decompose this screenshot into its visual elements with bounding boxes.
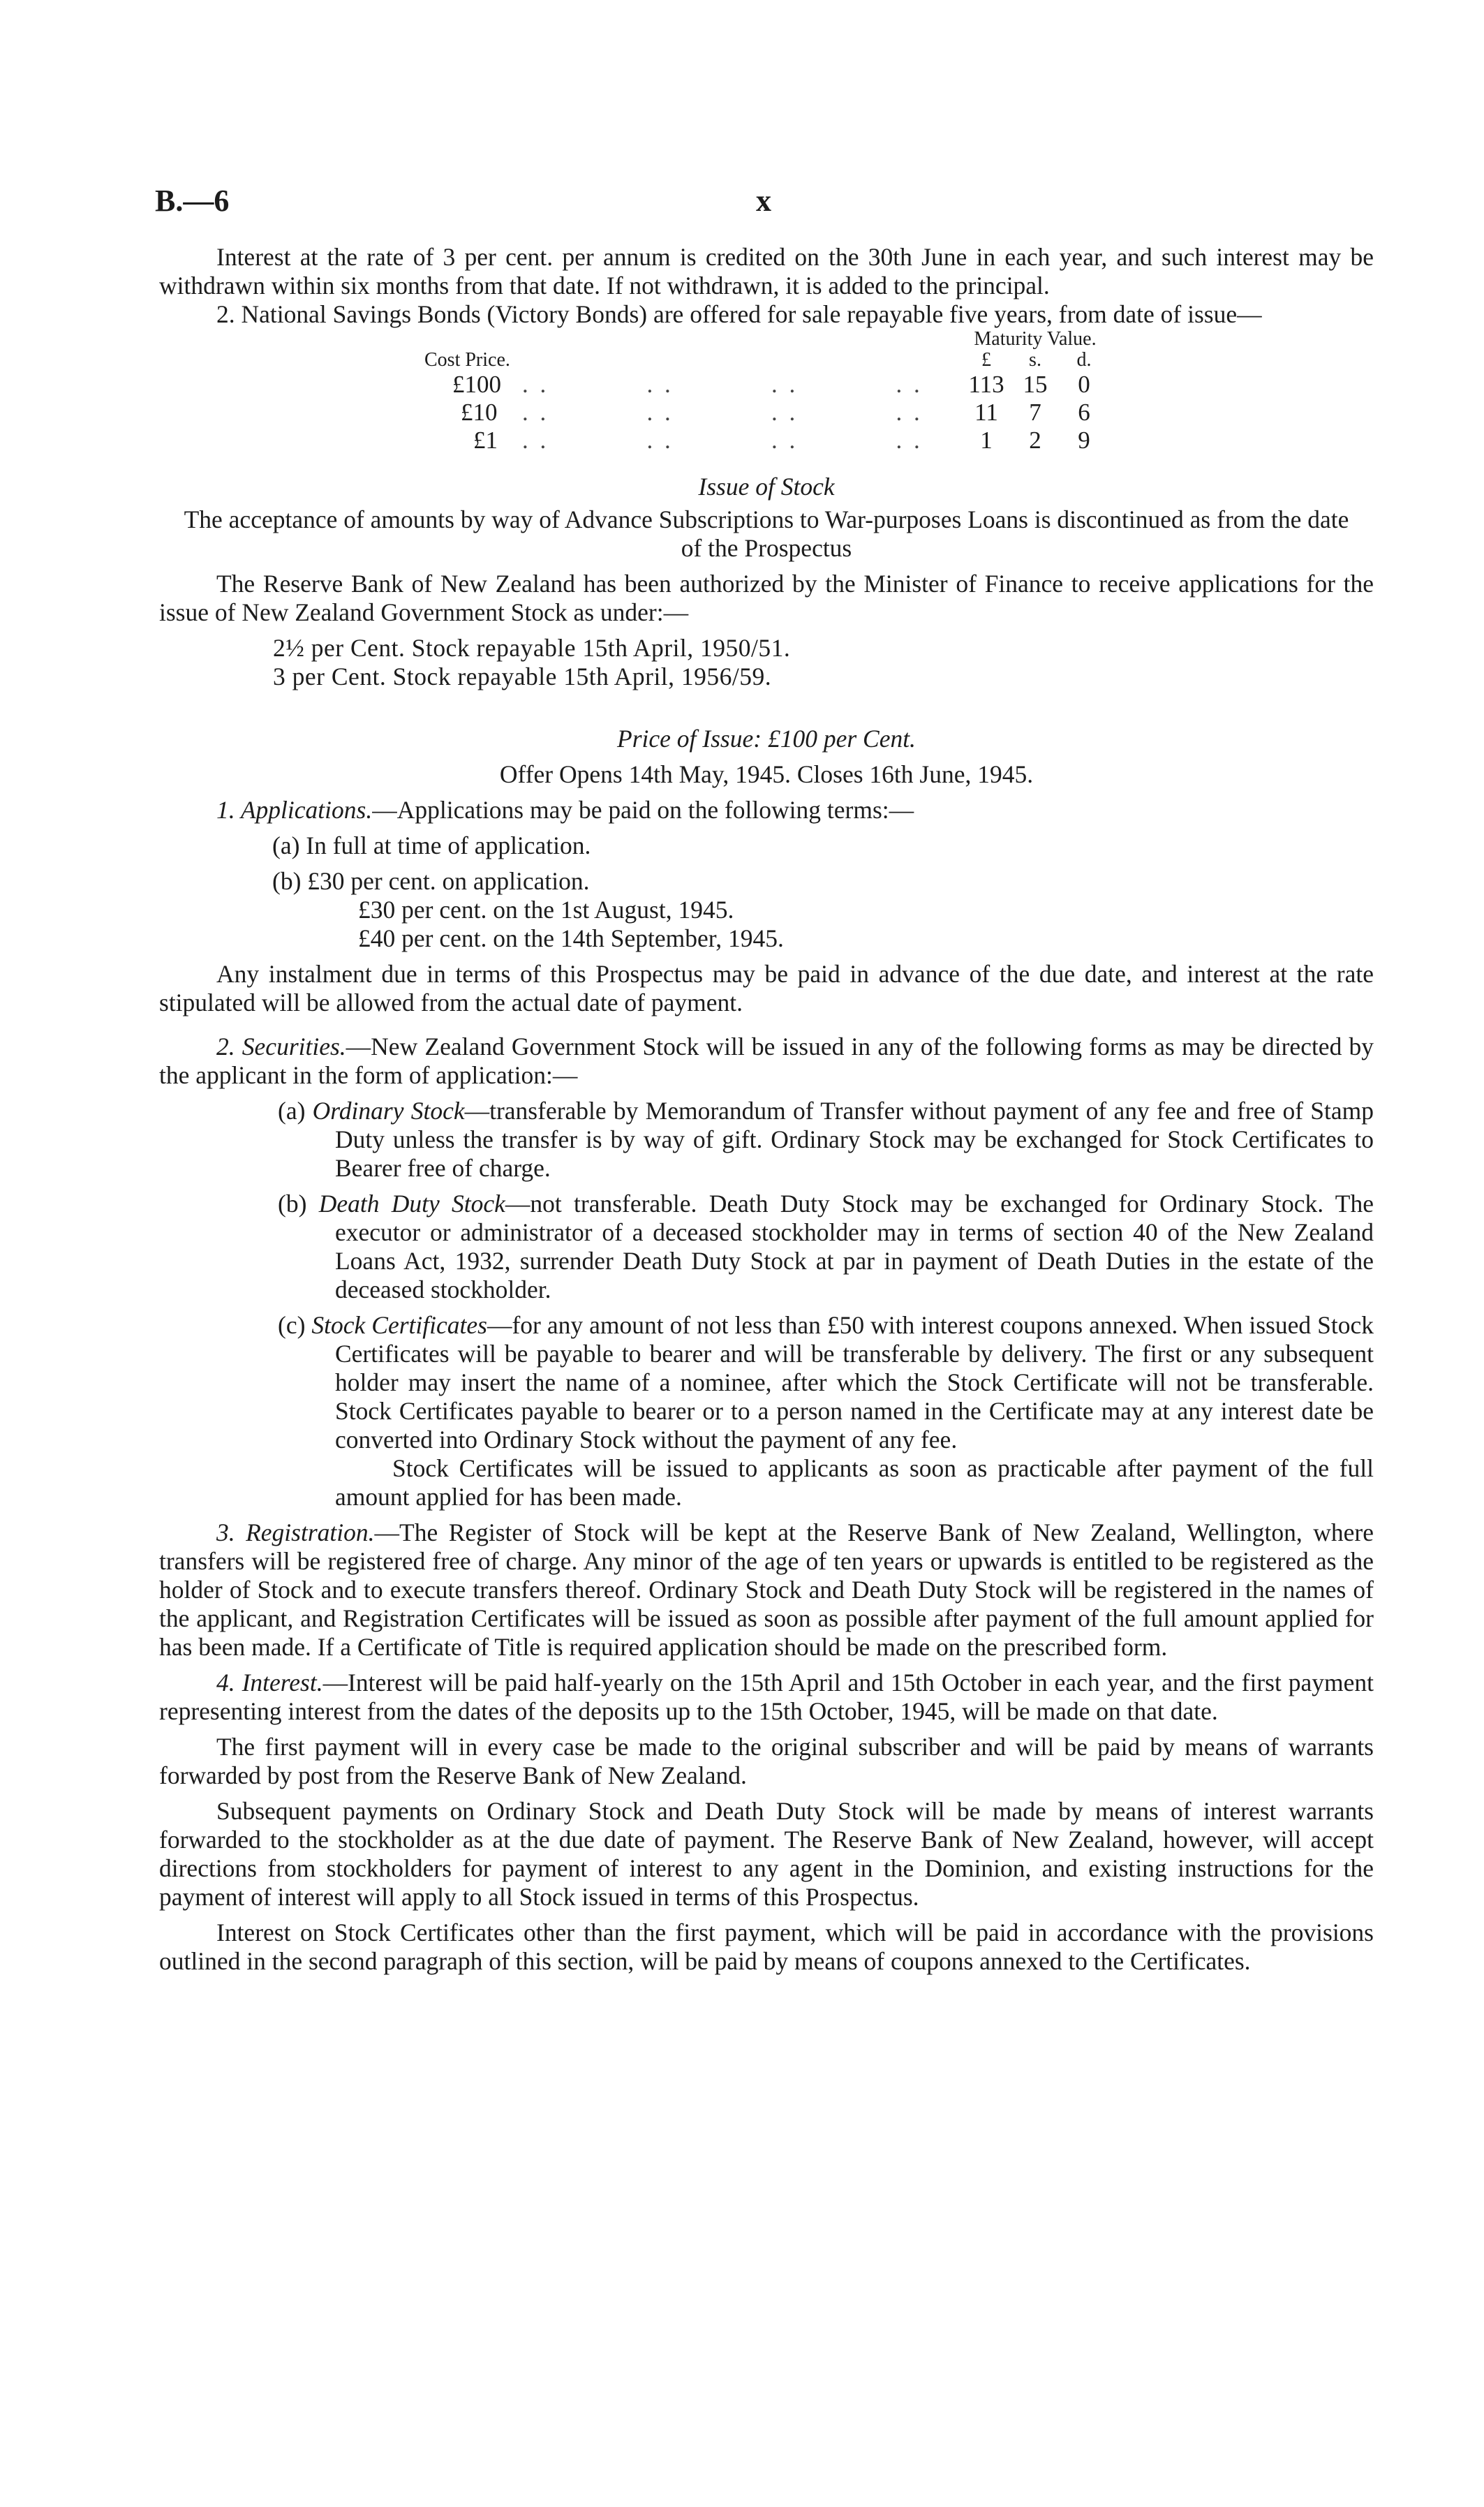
page-numeral: x [756,184,771,218]
interest-credit-paragraph: Interest at the rate of 3 per cent. per annum is credited on the 30th June in each year, and such interest may be withdrawn within six months from that date. If not withdrawn, it is added to the principal. [159,243,1374,299]
cost-cell: £10 [461,399,498,426]
page-reference: B.—6 [155,184,230,218]
cost-price-header: Cost Price. [424,349,510,371]
table-row [424,427,1108,454]
application-option-b: (b) £30 per cent. on application. [272,867,590,895]
interest-title: 4. Interest. [216,1669,323,1696]
cost-cell: £100 [452,371,501,398]
applications-title: 1. Applications. [216,796,373,824]
stock-certificates-issue-note: Stock Certificates will be issued to applicants as soon as practicable after payment of the full amount applied for has been made. [335,1454,1374,1511]
stock-line-2: 3 per Cent. Stock repayable 15th April, 1956/59. [273,663,772,690]
security-item-stock-certificates: (c) Stock Certificates—for any amount of not less than £50 with interest coupons annexed. When issued Stock Certificates will be payable to bearer and will be transferable by delivery. The first or any subsequent holder may insert the name of a nominee, after which the Stock Certificate will not be transferable. Stock Certificates payable to bearer or to a person named in the Certificate may at any interest date be converted into Ordinary Stock without the payment of any fee. [278,1311,1374,1454]
document-body [159,243,1374,1976]
interest-paragraph [159,1669,1374,1726]
advance-subscriptions-notice: The acceptance of amounts by way of Advance Subscriptions to War-purposes Loans is discontinued as from the date of the Prospectus [184,505,1349,562]
shillings-cell: 15 [1023,371,1048,398]
table-row [424,399,1108,427]
registration-text: —The Register of Stock will be kept at the Reserve Bank of New Zealand, Wellington, where transfers will be registered free of charge. Any minor of the age of ten years or upwards is entitled to be registered as the holder of Stock and to execute transfers thereof. Ordinary Stock and Death Duty Stock will be registered in the names of the applicant, and Registration Certificates will be issued as soon as possible after payment of the full amount applied for has been made. If a Certificate of Title is required application should be made on the prescribed form. [159,1518,1374,1661]
stock-certificate-interest-paragraph: Interest on Stock Certificates other than the first payment, which will be paid in accordance with the provisions outlined in the second paragraph of this section, will be paid by means of coupons annexed to the Certificates. [159,1918,1374,1975]
leader-dots: . . . . . . . . [522,399,923,426]
pounds-cell: 113 [968,371,1004,398]
leader-dots: . . . . . . . . [522,371,923,398]
application-option-a: (a) In full at time of application. [272,831,591,859]
shillings-cell: 7 [1029,399,1041,426]
interest-text: —Interest will be paid half-yearly on the 15th April and 15th October in each year, and the first payment representing interest from the dates of the deposits up to the 15th October, 1945, will be made on that date. [159,1669,1374,1725]
pence-cell: 0 [1078,371,1090,398]
cost-cell: £1 [473,427,498,454]
shillings-cell: 2 [1029,427,1041,454]
table-row [424,371,1108,399]
authorization-paragraph: The Reserve Bank of New Zealand has been authorized by the Minister of Finance to receive applications for the issue of New Zealand Government Stock as under:— [159,570,1374,626]
securities-paragraph [159,1033,1374,1090]
security-item-death-duty-stock: (b) Death Duty Stock—not transferable. Death Duty Stock may be exchanged for Ordinary Stock. The executor or administrator of a deceased stockholder may in terms of section 40 of the New Zealand Loans Act, 1932, surrender Death Duty Stock at par in payment of Death Duties in the estate of the deceased stockholder. [278,1190,1374,1303]
pence-cell: 6 [1078,399,1090,426]
securities-text: —New Zealand Government Stock will be issued in any of the following forms as may be directed by the applicant in the form of application:— [159,1033,1374,1089]
pounds-header: £ [981,349,991,371]
security-item-ordinary-stock: (a) Ordinary Stock—transferable by Memorandum of Transfer without payment of any fee and free of Stamp Duty unless the transfer is by way of gift. Ordinary Stock may be exchanged for Stock Certificates to Bearer free of charge. [278,1097,1374,1182]
pence-header: d. [1076,349,1092,371]
registration-paragraph [159,1518,1374,1662]
applications-text: —Applications may be paid on the following terms:— [372,796,914,824]
stock-line-1: 2½ per Cent. Stock repayable 15th April, 1950/51. [273,634,791,662]
maturity-value-header: Maturity Value. [974,328,1097,350]
savings-bonds-paragraph: 2. National Savings Bonds (Victory Bonds) are offered for sale repayable five years, from date of issue— [216,300,1262,328]
securities-title: 2. Securities. [216,1033,346,1060]
instalment-note: Any instalment due in terms of this Prospectus may be paid in advance of the due date, and interest at the rate stipulated will be allowed from the actual date of payment. [159,960,1374,1016]
leader-dots: . . . . . . . . [522,427,923,454]
issue-of-stock-heading: Issue of Stock [698,473,835,501]
pence-cell: 9 [1078,427,1090,454]
first-payment-paragraph: The first payment will in every case be made to the original subscriber and will be paid by means of warrants forwarded by post from the Reserve Bank of New Zealand. [159,1733,1374,1789]
offer-dates: Offer Opens 14th May, 1945. Closes 16th June, 1945. [499,760,1034,788]
application-option-b-line2: £30 per cent. on the 1st August, 1945. [358,896,734,924]
pounds-cell: 1 [980,427,993,454]
bonds-price-table [424,329,1108,454]
applications-paragraph [159,796,1374,824]
application-option-b-line3: £40 per cent. on the 14th September, 1945. [358,924,784,952]
pounds-cell: 11 [974,399,998,426]
subsequent-payments-paragraph: Subsequent payments on Ordinary Stock and Death Duty Stock will be made by means of interest warrants forwarded to the stockholder as at the due date of payment. The Reserve Bank of New Zealand, however, will accept directions from stockholders for payment of interest to any agent in the Dominion, and existing instructions for the payment of interest will apply to all Stock issued in terms of this Prospectus. [159,1797,1374,1911]
shillings-header: s. [1029,349,1041,371]
price-of-issue-heading: Price of Issue: £100 per Cent. [617,725,916,753]
registration-title: 3. Registration. [216,1518,375,1546]
